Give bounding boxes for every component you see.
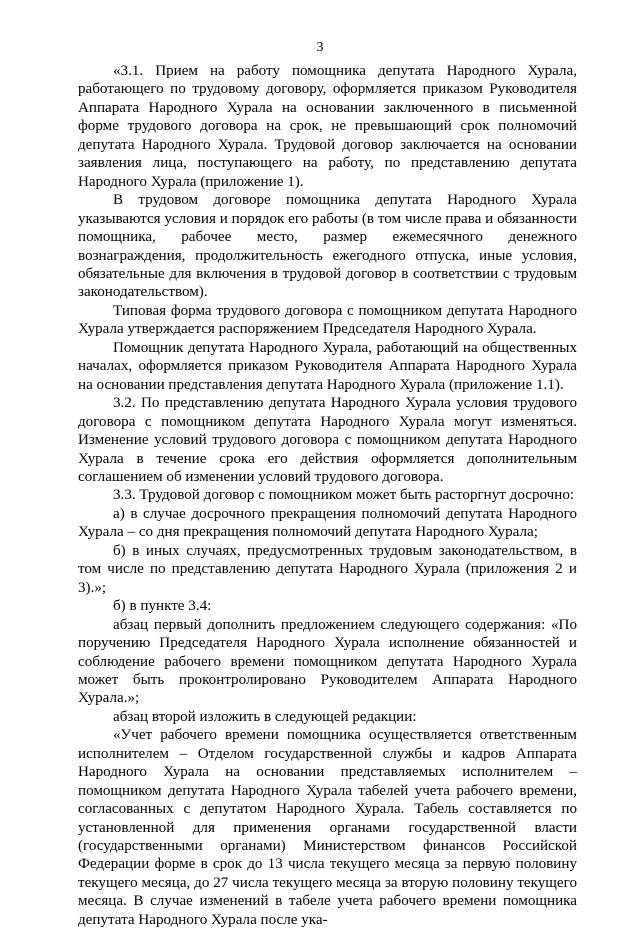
paragraph-item-b: б) в пункте 3.4: xyxy=(113,598,212,615)
paragraph-3-3-a: а) в случае досрочного прекращения полномочий депутата Народного Хурала – со дня прекращения полномочий депутата Народного Хурала; xyxy=(78,505,577,541)
paragraph-second-abzac: абзац второй изложить в следующей редакции: xyxy=(113,708,417,725)
paragraph-3-1: «3.1. Прием на работу помощника депутата Народного Хурала, работающего по трудовому договору, оформляется приказом Руководителя Аппарата Народного Хурала на основании заключенного в письменной форме трудового договора на срок, не превышающий срок полномочий депутата Народного Хурала. Трудовой договор заключается на основании заявления лица, поступающего на работу, по представлению депутата Народного Хурала (приложение 1). xyxy=(78,63,577,190)
paragraph-3-3: 3.3. Трудовой договор с помощником может быть расторгнут досрочно: xyxy=(113,487,575,504)
paragraph-volunteer-assistant: Помощник депутата Народного Хурала, работающий на общественных началах, оформляется приказом Руководителя Аппарата Народного Хурала на основании представления депутата Народного Хурала (приложение 1.1). xyxy=(78,339,577,393)
document-body xyxy=(78,62,577,929)
paragraph-contract-terms: В трудовом договоре помощника депутата Народного Хурала указываются условия и порядок его работы (в том числе права и обязанности помощника, рабочее место, размер ежемесячного денежного вознаграждения, продолжительность ежегодного отпуска, иные условия, обязательные для включения в трудовой договор в соответствии с трудовым законодательством). xyxy=(78,192,577,301)
paragraph-first-abzac: абзац первый дополнить предложением следующего содержания: «По поручению Председателя Народного Хурала исполнение обязанностей и соблюдение рабочего времени помощником депутата Народного Хурала может быть проконтролировано Руководителем Аппарата Народного Хурала.»; xyxy=(78,616,577,707)
page-number: 3 xyxy=(316,40,324,55)
paragraph-3-3-b: б) в иных случаях, предусмотренных трудовым законодательством, в том числе по представлению депутата Народного Хурала (приложения 2 и 3).»; xyxy=(78,542,577,596)
paragraph-standard-form: Типовая форма трудового договора с помощником депутата Народного Хурала утверждается распоряжением Председателя Народного Хурала. xyxy=(78,302,577,338)
paragraph-time-accounting: «Учет рабочего времени помощника осуществляется ответственным исполнителем – Отделом государственной службы и кадров Аппарата Народного Хурала на основании представляемых исполнителем – помощником депутата Народного Хурала табелей учета рабочего времени, согласованных с депутатом Народного Хурала. Табель составляется по установленной для применения органами государственной власти (государственными органами) Министерством финансов Российской Федерации форме в срок до 13 числа текущего месяца за первую половину текущего месяца, до 27 числа текущего месяца за вторую половину текущего месяца. В случае изменений в табеле учета рабочего времени помощника депутата Народного Хурала после ука- xyxy=(78,727,577,928)
paragraph-3-2: 3.2. По представлению депутата Народного Хурала условия трудового договора с помощником депутата Народного Хурала могут изменяться. Изменение условий трудового договора с помощником депутата Народного Хурала в течение срока его действия оформляется дополнительным соглашением об изменении условий трудового договора. xyxy=(78,395,577,485)
